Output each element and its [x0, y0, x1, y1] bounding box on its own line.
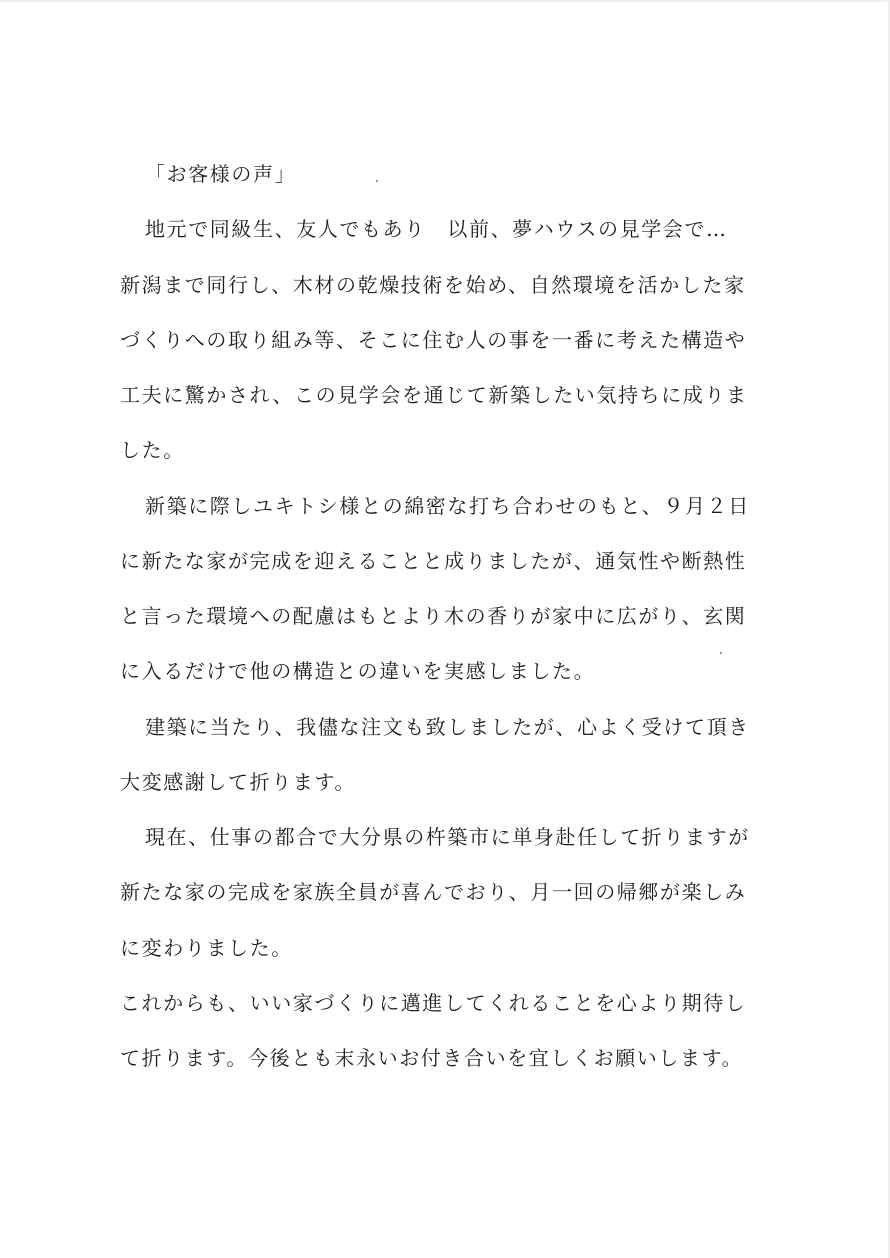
scan-speck — [720, 652, 722, 654]
text-line-1: 地元で同級生、友人でもあり 以前、夢ハウスの見学会で… — [145, 217, 728, 241]
text-line-3: づくりへの取り組み等、そこに住む人の事を一番に考えた構造や — [120, 328, 747, 352]
text-line-12: 現在、仕事の都合で大分県の杵築市に単身赴任して折りますが — [145, 825, 750, 849]
text-line-13: 新たな家の完成を家族全員が喜んでおり、月一回の帰郷が楽しみ — [120, 880, 747, 904]
text-line-6: 新築に際しユキトシ様との綿密な打ち合わせのもと、９月２日 — [145, 494, 750, 518]
document-title: 「お客様の声」 — [145, 162, 297, 186]
text-line-16: て折ります。今後とも末永いお付き合いを宜しくお願いします。 — [120, 1046, 744, 1070]
text-line-9: に入るだけで他の構造との違いを実感しました。 — [120, 659, 596, 683]
text-line-11: 大変感謝して折ります。 — [120, 770, 356, 794]
text-line-8: と言った環境への配慮はもとより木の香りが家中に広がり、玄関 — [120, 604, 747, 628]
text-line-4: 工夫に驚かされ、この見学会を通じて新築したい気持ちに成りま — [120, 383, 748, 407]
text-line-7: に新たな家が完成を迎えることと成りましたが、通気性や断熱性 — [120, 549, 747, 573]
text-line-2: 新潟まで同行し、木材の乾燥技術を始め、自然環境を活かした家 — [120, 273, 746, 297]
text-line-14: に変わりました。 — [120, 936, 293, 960]
scan-speck — [376, 180, 378, 182]
text-line-5: した。 — [120, 438, 185, 462]
scan-edge-top — [0, 0, 890, 2]
text-line-10: 建築に当たり、我儘な注文も致しましたが、心よく受けて頂き — [145, 715, 750, 739]
text-line-15: これからも、いい家づくりに邁進してくれることを心より期待し — [120, 991, 747, 1015]
